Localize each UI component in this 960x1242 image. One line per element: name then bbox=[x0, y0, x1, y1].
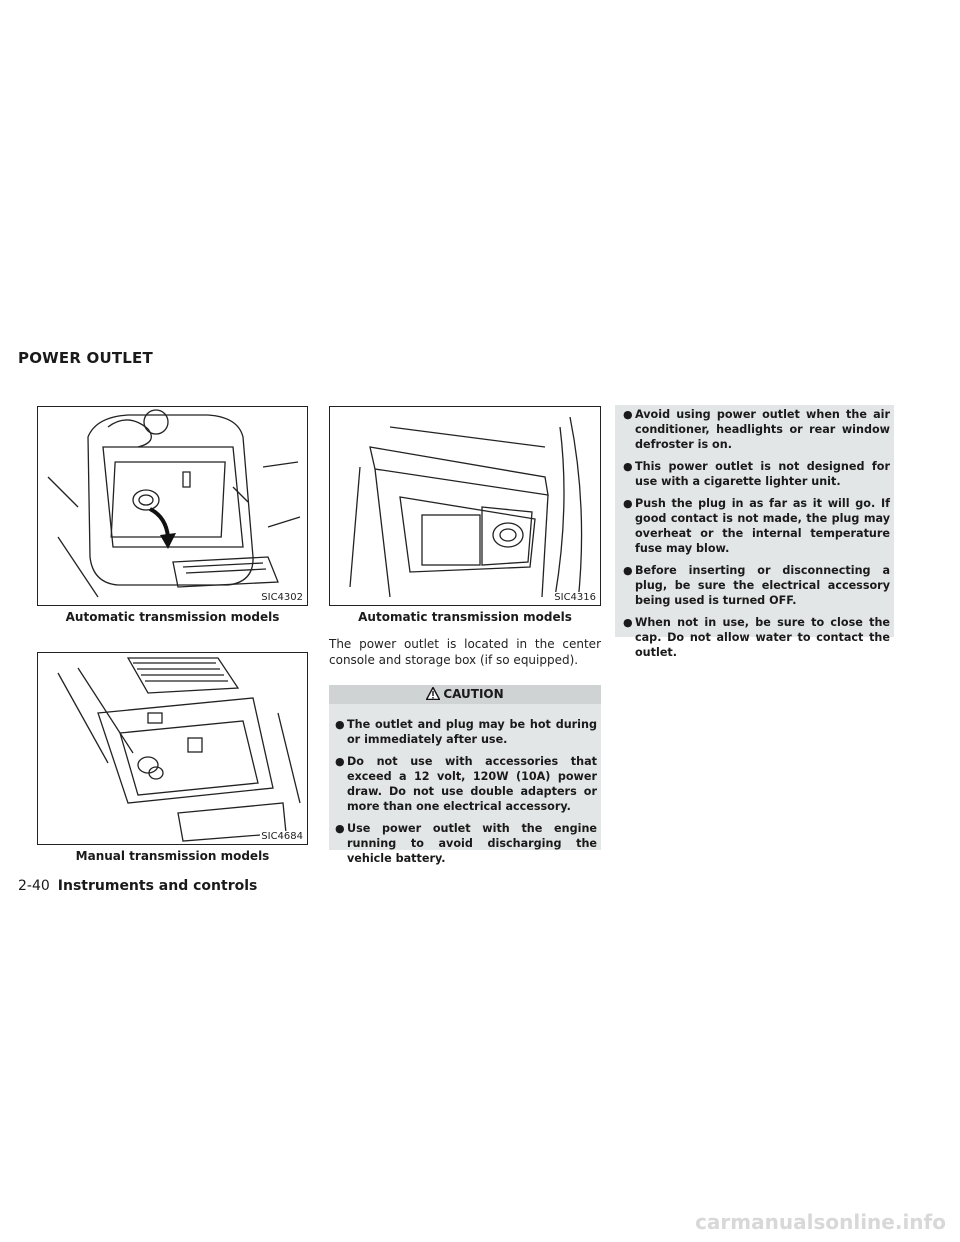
bullet-icon: ● bbox=[335, 822, 345, 835]
list-item: ● Use power outlet with the engine running to avoid discharging the vehicle battery. bbox=[335, 822, 597, 865]
figure-sic4302 bbox=[37, 406, 308, 606]
list-item: ● Avoid using power outlet when the air conditioner, headlights or rear window defroster is on. bbox=[623, 408, 890, 451]
console-armrest-illustration bbox=[38, 407, 307, 605]
list-item: ● When not in use, be sure to close the cap. Do not allow water to contact the outlet. bbox=[623, 616, 890, 659]
notes-box bbox=[615, 405, 894, 659]
center-console-storage-illustration bbox=[330, 407, 600, 605]
figure-code: SIC4684 bbox=[261, 831, 303, 842]
bullet-icon: ● bbox=[623, 497, 633, 510]
notes-list bbox=[615, 407, 894, 660]
page-footer bbox=[18, 878, 257, 894]
figure-sic4316 bbox=[329, 406, 601, 606]
bullet-icon: ● bbox=[335, 718, 345, 731]
list-item: ● Push the plug in as far as it will go. If good contact is not made, the plug may overheat or the internal temperature fuse may blow. bbox=[623, 497, 890, 555]
figure-caption: Manual transmission models bbox=[75, 849, 270, 863]
list-item: ● The outlet and plug may be hot during or immediately after use. bbox=[335, 718, 597, 746]
figure-sic4684 bbox=[37, 652, 308, 845]
bullet-icon: ● bbox=[623, 460, 633, 473]
intro-paragraph: The power outlet is located in the center console and storage box (if so equipped). bbox=[329, 637, 601, 667]
bullet-icon: ● bbox=[623, 408, 633, 421]
bullet-icon: ● bbox=[623, 616, 633, 629]
caution-list bbox=[329, 704, 601, 866]
caution-label: CAUTION bbox=[443, 687, 504, 701]
manual-console-storage-illustration bbox=[38, 653, 307, 844]
chapter-title: Instruments and controls bbox=[57, 878, 258, 894]
watermark: carmanualsonline.info bbox=[695, 1210, 946, 1234]
figure-code: SIC4316 bbox=[554, 592, 596, 603]
warning-triangle-icon bbox=[426, 687, 440, 706]
page-number: 2-40 bbox=[18, 878, 50, 894]
figure-caption: Automatic transmission models bbox=[358, 610, 572, 624]
bullet-icon: ● bbox=[623, 564, 633, 577]
figure-code: SIC4302 bbox=[261, 592, 303, 603]
list-item: ● This power outlet is not designed for use with a cigarette lighter unit. bbox=[623, 460, 890, 488]
bullet-icon: ● bbox=[335, 755, 345, 768]
list-item: ● Before inserting or disconnecting a plug, be sure the electrical accessory being used is turned OFF. bbox=[623, 564, 890, 607]
section-title: POWER OUTLET bbox=[18, 349, 153, 367]
list-item: ● Do not use with accessories that exceed a 12 volt, 120W (10A) power draw. Do not use double adapters or more than one electrical accessory. bbox=[335, 755, 597, 813]
figure-caption: Automatic transmission models bbox=[65, 610, 280, 624]
caution-box bbox=[329, 685, 601, 865]
caution-heading bbox=[329, 685, 601, 704]
